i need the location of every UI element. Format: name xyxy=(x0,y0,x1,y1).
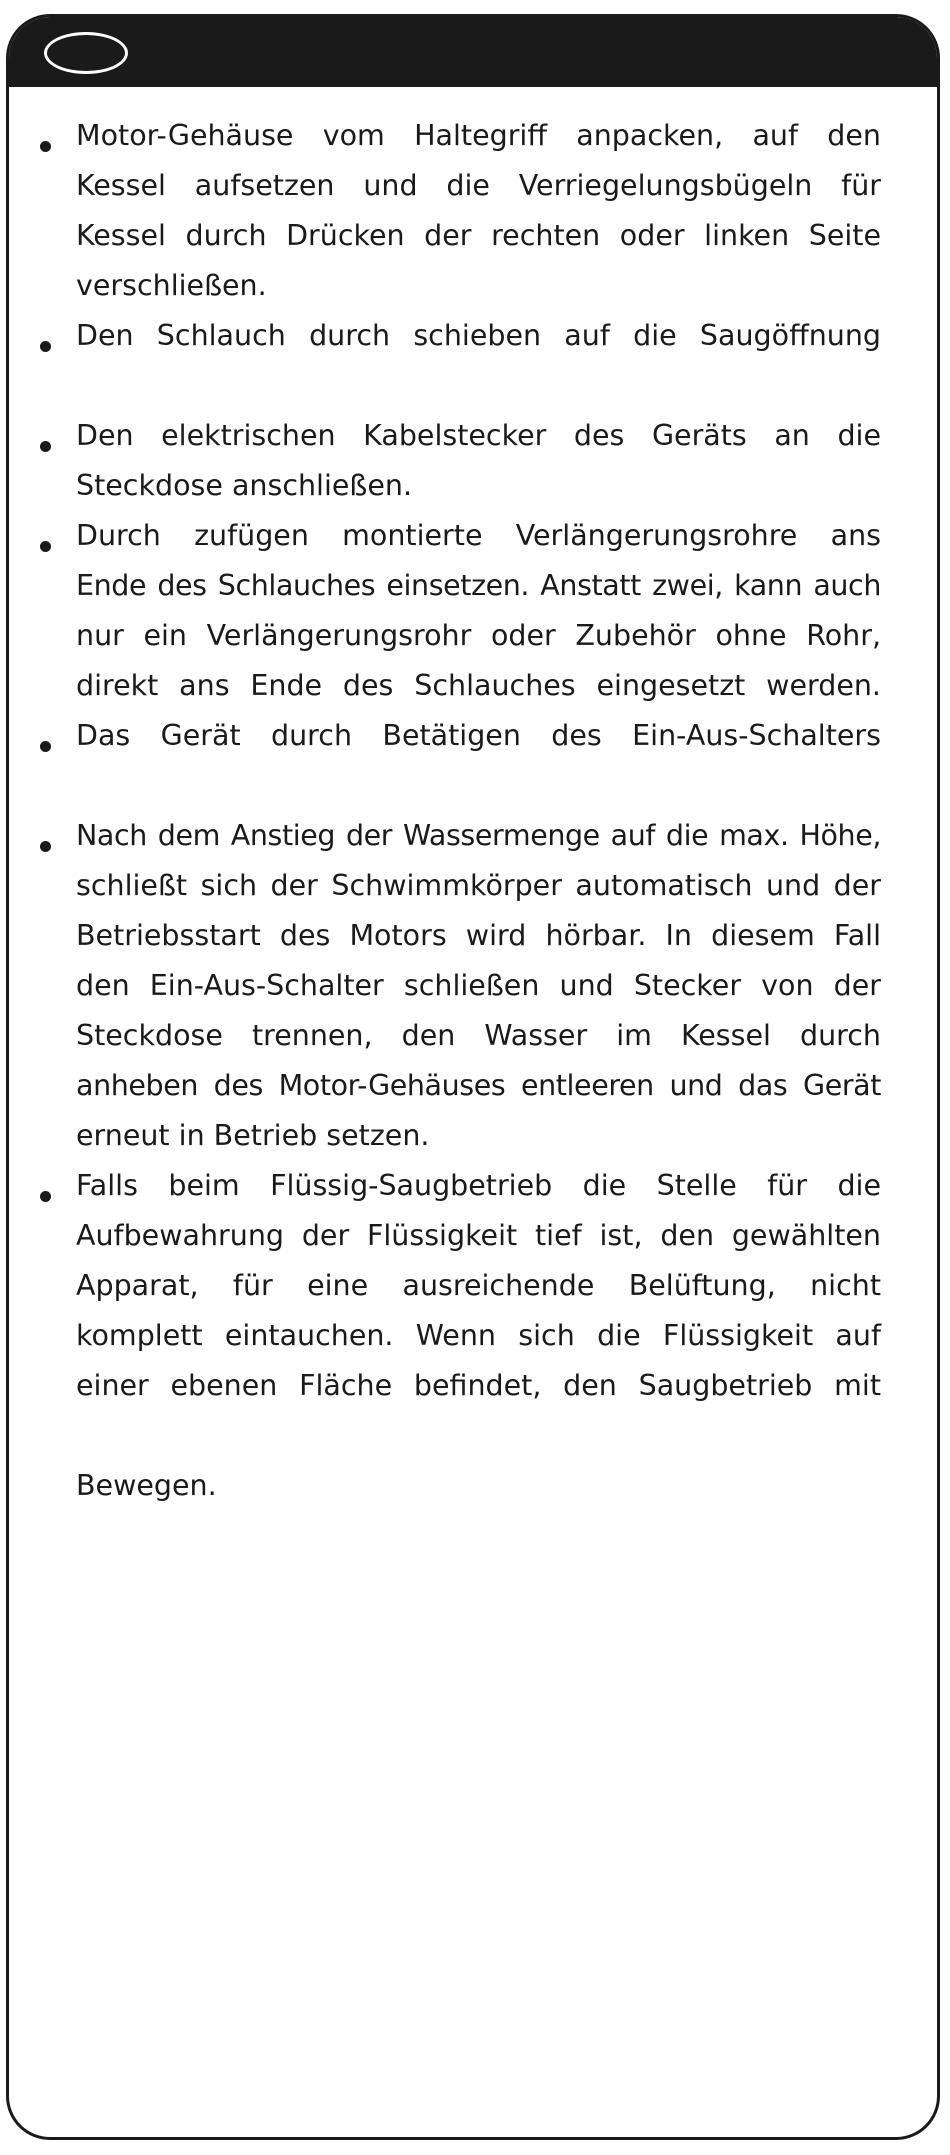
list-item-line: Steckdose trennen, den Wasser im Kessel durch xyxy=(76,1019,881,1052)
list-item-line: komplett eintauchen. Wenn sich die Flüssigkeit auf xyxy=(76,1319,881,1352)
list-item-line: Betriebsstart des Motors wird hörbar. In diesem Fall xyxy=(76,919,881,952)
list-item-line: Den elektrischen Kabelstecker des Geräts an die xyxy=(76,419,881,452)
list-item-line: einer ebenen Fläche befindet, den Saugbetrieb mit xyxy=(76,1369,881,1402)
list-item-line: Steckdose anschließen. xyxy=(76,469,413,502)
bullet-dot xyxy=(40,341,51,352)
bullet-dot xyxy=(40,141,51,152)
list-item-line: nur ein Verlängerungsrohr oder Zubehör ohne Rohr, xyxy=(76,619,881,652)
list-item-line: Nach dem Anstieg der Wassermenge auf die max. Höhe, xyxy=(76,819,881,852)
page-frame xyxy=(6,14,940,2140)
bullet-dot xyxy=(40,841,51,852)
list-item-line: anheben des Motor-Gehäuses entleeren und das Gerät xyxy=(76,1069,881,1102)
list-item-line: Kessel aufsetzen und die Verriegelungsbügeln für xyxy=(76,169,881,202)
header-oval-icon xyxy=(44,32,128,74)
header-band xyxy=(9,17,937,87)
list-item-line: erneut in Betrieb setzen. xyxy=(76,1119,430,1152)
list-item-line: den Ein-Aus-Schalter schließen und Stecker von der xyxy=(76,969,881,1002)
list-item-line: Das Gerät durch Betätigen des Ein-Aus-Schalters xyxy=(76,719,881,752)
list-item-line: Aufbewahrung der Flüssigkeit tief ist, den gewählten xyxy=(76,1219,881,1252)
bullet-dot xyxy=(40,541,51,552)
list-item-line: Motor-Gehäuse vom Haltegriff anpacken, auf den xyxy=(76,119,881,152)
list-item-line: Falls beim Flüssig-Saugbetrieb die Stelle für die xyxy=(76,1169,881,1202)
list-item-line: Den Schlauch durch schieben auf die Saugöffnung xyxy=(76,319,881,352)
list-item-line: direkt ans Ende des Schlauches eingesetzt werden. xyxy=(76,669,881,702)
list-item-line: Kessel durch Drücken der rechten oder linken Seite xyxy=(76,219,881,252)
list-item-line: Apparat, für eine ausreichende Belüftung, nicht xyxy=(76,1269,881,1302)
bullet-dot xyxy=(40,1191,51,1202)
bullet-dot xyxy=(40,441,51,452)
list-item-line: verschließen. xyxy=(76,269,267,302)
list-item-line: Durch zufügen montierte Verlängerungsrohre ans xyxy=(76,519,881,552)
list-item-line: Bewegen. xyxy=(76,1469,217,1502)
bullet-dot xyxy=(40,741,51,752)
list-item-line: Ende des Schlauches einsetzen. Anstatt zwei, kann auch xyxy=(76,569,881,602)
list-item-line: schließt sich der Schwimmkörper automatisch und der xyxy=(76,869,881,902)
